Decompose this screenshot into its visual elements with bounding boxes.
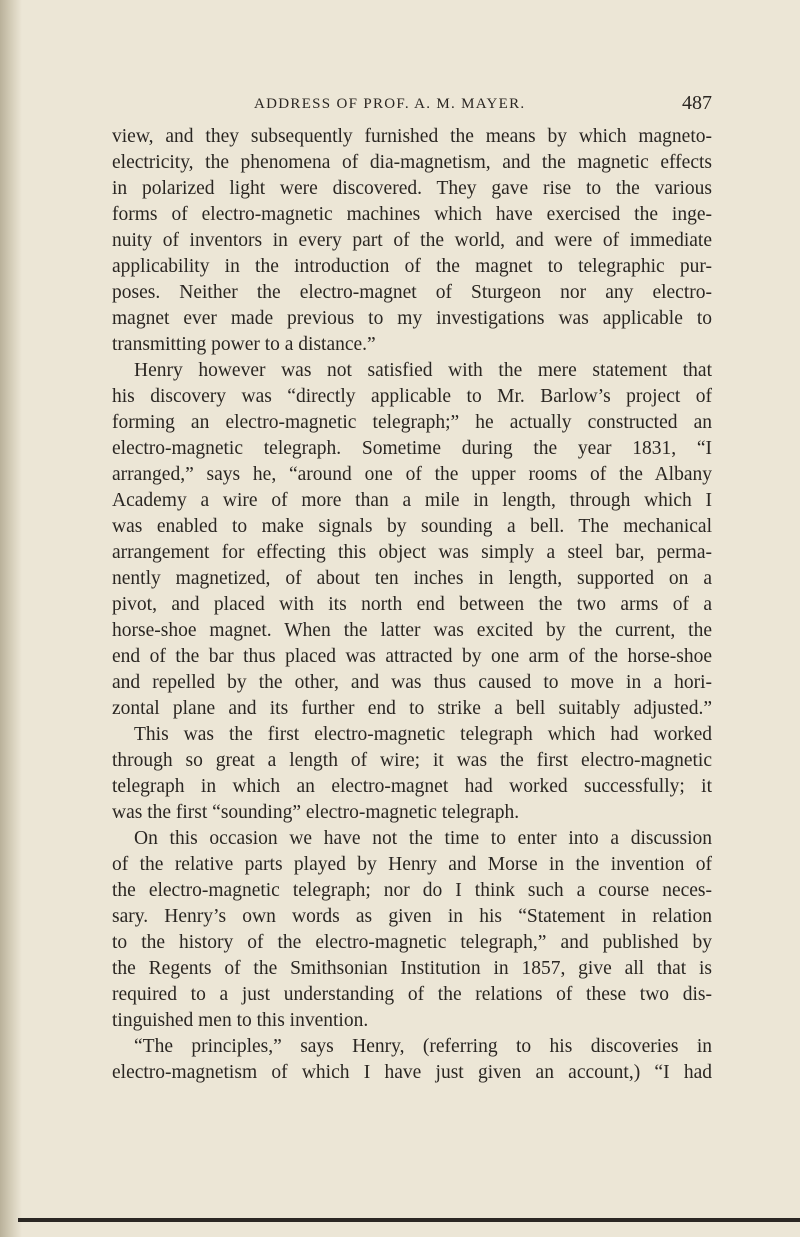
text-line: electricity, the phenomena of dia-magnetism, and the magnetic effects: [112, 152, 712, 173]
running-head: ADDRESS OF PROF. A. M. MAYER.: [254, 96, 526, 112]
text-line: nently magnetized, of about ten inches in length, supported on a: [112, 568, 712, 589]
text-line: required to a just understanding of the relations of these two dis-: [112, 984, 712, 1005]
text-line: arranged,” says he, “around one of the upper rooms of the Albany: [112, 464, 712, 485]
text-line: forms of electro-magnetic machines which have exercised the inge-: [112, 204, 712, 225]
text-line: horse-shoe magnet. When the latter was excited by the current, the: [112, 620, 712, 641]
text-line: telegraph in which an electro-magnet had worked successfully; it: [112, 776, 712, 797]
text-line: nuity of inventors in every part of the world, and were of immediate: [112, 230, 712, 251]
text-line: was the first “sounding” electro-magnetic telegraph.: [112, 802, 520, 823]
text-line: electro-magnetism of which I have just given an account,) “I had: [112, 1062, 712, 1083]
text-line: the electro-magnetic telegraph; nor do I think such a course neces-: [112, 880, 712, 901]
text-line: arrangement for effecting this object was simply a steel bar, perma-: [112, 542, 712, 563]
page-header: [112, 92, 712, 116]
text-line: forming an electro-magnetic telegraph;” he actually constructed an: [112, 412, 712, 433]
text-line: zontal plane and its further end to strike a bell suitably adjusted.”: [112, 698, 712, 719]
text-line: applicability in the introduction of the magnet to telegraphic pur-: [112, 256, 712, 277]
page-gutter-shadow: [0, 0, 22, 1237]
text-line: the Regents of the Smithsonian Institution in 1857, give all that is: [112, 958, 712, 979]
text-line: magnet ever made previous to my investigations was applicable to: [112, 308, 712, 329]
text-line: “The principles,” says Henry, (referring to his discoveries in: [134, 1036, 712, 1057]
text-line: sary. Henry’s own words as given in his “Statement in relation: [112, 906, 712, 927]
text-line: and repelled by the other, and was thus caused to move in a hori-: [112, 672, 712, 693]
text-line: view, and they subsequently furnished the means by which magneto-: [112, 126, 712, 147]
text-line: electro-magnetic telegraph. Sometime during the year 1831, “I: [112, 438, 712, 459]
text-line: Henry however was not satisfied with the mere statement that: [134, 360, 712, 381]
text-line: in polarized light were discovered. They gave rise to the various: [112, 178, 712, 199]
body-text: [112, 124, 712, 1086]
page-number: 487: [682, 92, 712, 114]
text-line: tinguished men to this invention.: [112, 1010, 369, 1031]
bottom-rule: [18, 1218, 800, 1222]
text-line: Academy a wire of more than a mile in length, through which I: [112, 490, 712, 511]
text-line: through so great a length of wire; it was the first electro-magnetic: [112, 750, 712, 771]
text-line: to the history of the electro-magnetic telegraph,” and published by: [112, 932, 712, 953]
text-line: end of the bar thus placed was attracted by one arm of the horse-shoe: [112, 646, 712, 667]
text-line: pivot, and placed with its north end between the two arms of a: [112, 594, 712, 615]
text-line: On this occasion we have not the time to enter into a discussion: [134, 828, 712, 849]
text-line: This was the first electro-magnetic telegraph which had worked: [134, 724, 712, 745]
text-line: transmitting power to a distance.”: [112, 334, 376, 355]
text-line: of the relative parts played by Henry and Morse in the invention of: [112, 854, 712, 875]
text-line: his discovery was “directly applicable to Mr. Barlow’s project of: [112, 386, 712, 407]
text-line: poses. Neither the electro-magnet of Sturgeon nor any electro-: [112, 282, 712, 303]
text-line: was enabled to make signals by sounding a bell. The mechanical: [112, 516, 712, 537]
